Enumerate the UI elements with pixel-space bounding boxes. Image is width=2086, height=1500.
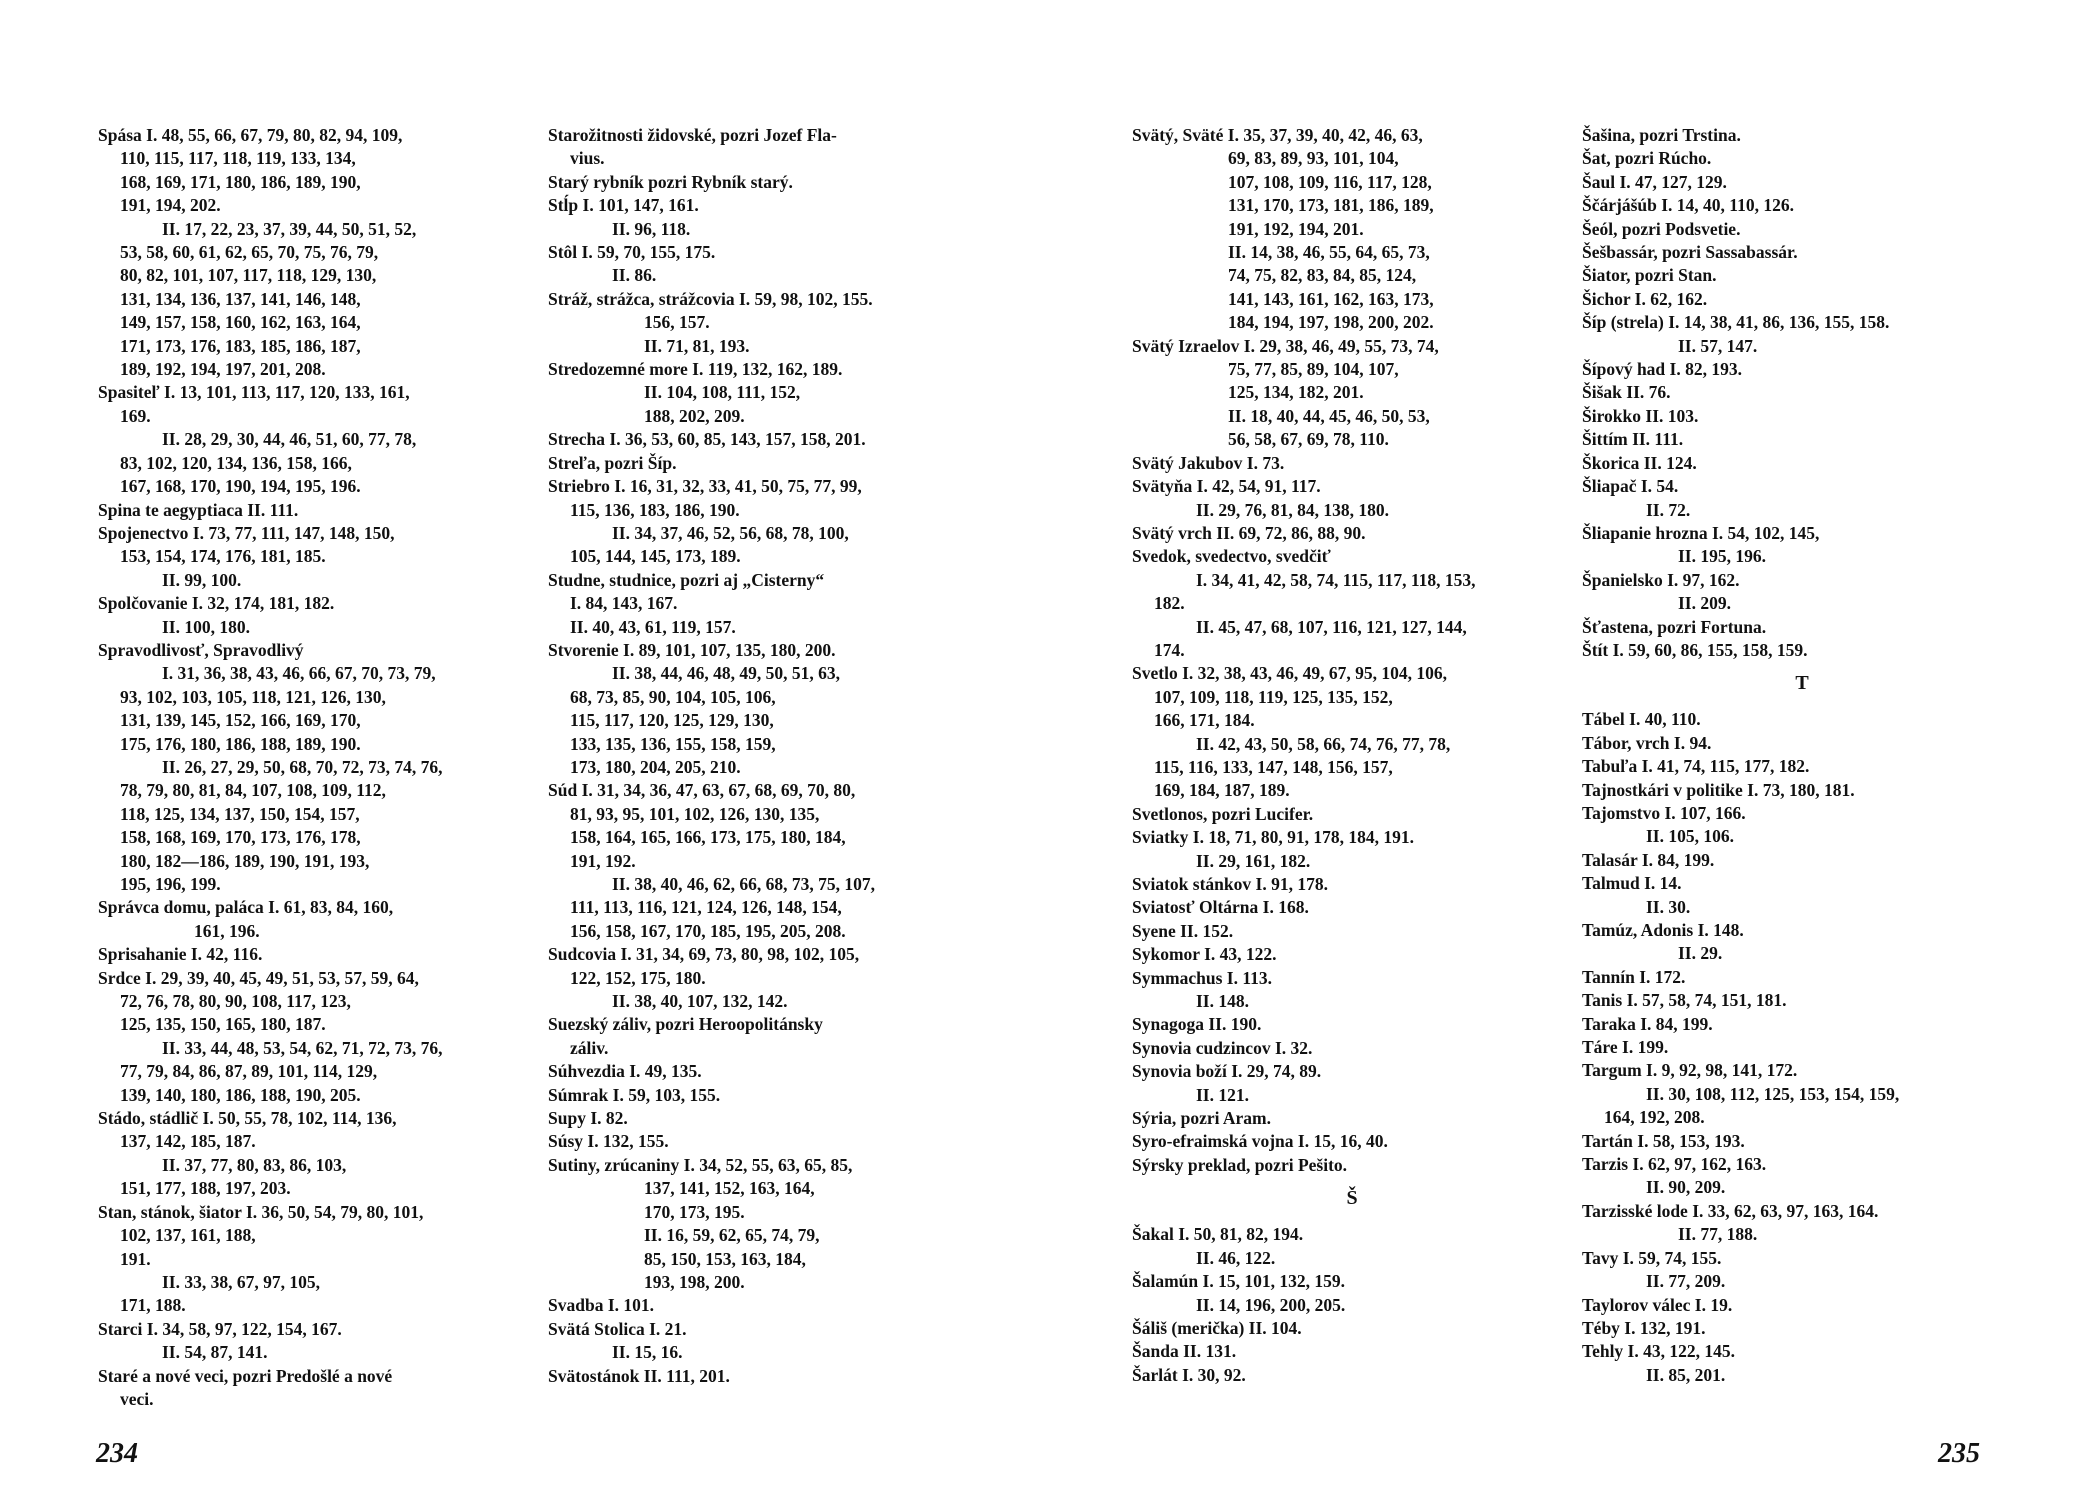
index-entry-line: Tábel I. 40, 110. (1582, 709, 1701, 730)
index-entry-line: 53, 58, 60, 61, 62, 65, 70, 75, 76, 79, (120, 242, 379, 263)
index-entry-line: Sviatky I. 18, 71, 80, 91, 178, 184, 191. (1132, 827, 1414, 848)
index-entry-line: II. 33, 38, 67, 97, 105, (162, 1271, 320, 1292)
index-entry-line: Spolčovanie I. 32, 174, 181, 182. (98, 593, 335, 614)
index-entry-line: II. 77, 209. (1646, 1271, 1726, 1292)
index-entry-line: Šichor I. 62, 162. (1582, 288, 1708, 309)
index-entry-line: II. 54, 87, 141. (162, 1342, 268, 1363)
index-entry-line: Španielsko I. 97, 162. (1582, 569, 1740, 590)
index-entry-line: Targum I. 9, 92, 98, 141, 172. (1582, 1060, 1798, 1081)
index-entry-line: Šiator, pozri Stan. (1582, 265, 1717, 286)
index-entry-line: 171, 188. (120, 1295, 186, 1316)
index-entry-line: 115, 136, 183, 186, 190. (570, 499, 740, 520)
index-entry-line: I. 31, 36, 38, 43, 46, 66, 67, 70, 73, 79, (162, 663, 436, 684)
index-entry-line: 137, 141, 152, 163, 164, (644, 1178, 815, 1199)
index-entry-line: Šáliš (merička) II. 104. (1132, 1317, 1302, 1338)
index-entry-line: 141, 143, 161, 162, 163, 173, (1228, 288, 1434, 309)
index-entry-line: Svedok, svedectvo, svedčiť (1132, 546, 1331, 567)
index-entry-line: Synovia boží I. 29, 74, 89. (1132, 1061, 1322, 1082)
index-entry-line: II. 72. (1646, 499, 1691, 520)
index-entry-line: Šašina, pozri Trstina. (1582, 125, 1741, 145)
index-entry-line: Starý rybník pozri Rybník starý. (548, 171, 793, 192)
index-entry-line: 175, 176, 180, 186, 188, 189, 190. (120, 733, 361, 754)
index-entry-line: II. 37, 77, 80, 83, 86, 103, (162, 1154, 347, 1175)
index-entry-line: Tábor, vrch I. 94. (1582, 732, 1712, 753)
index-entry-line: Sviatok stánkov I. 91, 178. (1132, 874, 1328, 894)
index-entry-line: II. 104, 108, 111, 152, (644, 382, 801, 403)
index-entry-line: 107, 108, 109, 116, 117, 128, (1228, 171, 1432, 192)
index-entry-line: Sprisahanie I. 42, 116. (98, 944, 263, 965)
index-entry-line: 184, 194, 197, 198, 200, 202. (1228, 312, 1434, 333)
index-entry-line: 139, 140, 180, 186, 188, 190, 205. (120, 1084, 361, 1105)
index-entry-line: Stĺp I. 101, 147, 161. (548, 195, 699, 216)
index-entry-line: Studne, studnice, pozri aj „Cisterny“ (548, 569, 825, 590)
index-entry-line: Stredozemné more I. 119, 132, 162, 189. (548, 359, 843, 380)
index-entry-line: 118, 125, 134, 137, 150, 154, 157, (120, 803, 360, 824)
index-entry-line: 156, 158, 167, 170, 185, 195, 205, 208. (570, 920, 846, 941)
index-entry-line: 122, 152, 175, 180. (570, 967, 706, 988)
index-entry-line: 173, 180, 204, 205, 210. (570, 756, 741, 777)
index-entry-line: 193, 198, 200. (644, 1271, 745, 1292)
index-column-4 (1582, 124, 2022, 1387)
index-entry-line: 171, 173, 176, 183, 185, 186, 187, (120, 335, 361, 356)
index-entry-line: Správca domu, paláca I. 61, 83, 84, 160, (98, 897, 394, 918)
index-entry-line: 125, 135, 150, 165, 180, 187. (120, 1014, 326, 1035)
index-entry-line: II. 96, 118. (612, 218, 691, 239)
index-entry-line: II. 209. (1678, 593, 1731, 614)
index-entry-line: 153, 154, 174, 176, 181, 185. (120, 546, 326, 567)
index-entry-line: II. 195, 196. (1678, 546, 1766, 567)
index-column-3 (1132, 124, 1572, 1387)
index-entry-line: Tajnostkári v politike I. 73, 180, 181. (1582, 779, 1855, 800)
index-entry-line: Sykomor I. 43, 122. (1132, 944, 1277, 965)
index-entry-line: Tajomstvo I. 107, 166. (1582, 802, 1746, 823)
index-entry-line: Synovia cudzincov I. 32. (1132, 1037, 1313, 1058)
index-entry-line: 131, 139, 145, 152, 166, 169, 170, (120, 710, 361, 731)
index-entry-line: II. 17, 22, 23, 37, 39, 44, 50, 51, 52, (162, 218, 417, 239)
index-entry-line: Stráž, strážca, strážcovia I. 59, 98, 102, 155. (548, 288, 873, 309)
index-entry-line: I. 34, 41, 42, 58, 74, 115, 117, 118, 153, (1196, 569, 1476, 590)
index-entry-line: II. 46, 122. (1196, 1247, 1276, 1268)
index-entry-line: Taraka I. 84, 199. (1582, 1013, 1713, 1034)
index-entry-line: 169, 184, 187, 189. (1154, 780, 1290, 801)
index-entry-line: 180, 182—186, 189, 190, 191, 193, (120, 850, 370, 871)
index-entry-line: 191, 192. (570, 850, 636, 871)
index-entry-line: 68, 73, 85, 90, 104, 105, 106, (570, 686, 776, 707)
index-entry-line: Šliapač I. 54. (1582, 476, 1679, 497)
index-entry-line: Svätý Izraelov I. 29, 38, 46, 49, 55, 73, 74, (1132, 335, 1439, 356)
index-entry-line: 189, 192, 194, 197, 201, 208. (120, 359, 326, 380)
index-entry-line: Streľa, pozri Šíp. (548, 452, 677, 473)
index-entry-line: Tarzisské lode I. 33, 62, 63, 97, 163, 164. (1582, 1200, 1879, 1221)
index-entry-line: 191. (120, 1248, 151, 1269)
index-entry-line: Šanda II. 131. (1132, 1341, 1237, 1362)
index-entry-line: I. 84, 143, 167. (570, 593, 678, 614)
index-entry-line: Spina te aegyptiaca II. 111. (98, 499, 299, 520)
index-entry-line: 137, 142, 185, 187. (120, 1131, 256, 1152)
index-entry-line: II. 77, 188. (1678, 1224, 1758, 1245)
index-entry-line: 75, 77, 85, 89, 104, 107, (1228, 359, 1399, 380)
index-entry-line: Šittím II. 111. (1582, 429, 1684, 450)
index-entry-line: II. 28, 29, 30, 44, 46, 51, 60, 77, 78, (162, 429, 417, 450)
index-entry-line: Symmachus I. 113. (1132, 967, 1273, 988)
index-entry-line: Sviatosť Oltárna I. 168. (1132, 897, 1309, 918)
index-entry-line: Tamúz, Adonis I. 148. (1582, 920, 1744, 940)
index-entry-line: Sýrsky preklad, pozri Pešito. (1132, 1154, 1348, 1175)
index-entry-line: 169. (120, 405, 151, 426)
index-entry-line: 110, 115, 117, 118, 119, 133, 134, (120, 148, 356, 169)
index-entry-line: 131, 170, 173, 181, 186, 189, (1228, 195, 1434, 216)
index-entry-line: vius. (570, 148, 605, 169)
index-entry-line: Spása I. 48, 55, 66, 67, 79, 80, 82, 94, 109, (98, 125, 403, 145)
index-entry-line: Šťastena, pozri Fortuna. (1582, 616, 1767, 637)
index-entry-line: Svätá Stolica I. 21. (548, 1318, 687, 1339)
index-entry-line: II. 14, 38, 46, 55, 64, 65, 73, (1228, 242, 1430, 263)
index-entry-line: 78, 79, 80, 81, 84, 107, 108, 109, 112, (120, 780, 386, 801)
index-entry-line: Srdce I. 29, 39, 40, 45, 49, 51, 53, 57, 59, 64, (98, 967, 419, 988)
index-entry-line: 77, 79, 84, 86, 87, 89, 101, 114, 129, (120, 1061, 378, 1082)
index-entry-line: Šípový had I. 82, 193. (1582, 359, 1742, 380)
index-entry-line: 133, 135, 136, 155, 158, 159, (570, 733, 776, 754)
index-entry-line: Svätyňa I. 42, 54, 91, 117. (1132, 476, 1321, 497)
index-entry-line: 161, 196. (194, 920, 260, 941)
index-entry-line: Sýria, pozri Aram. (1132, 1108, 1272, 1129)
index-entry-line: Sudcovia I. 31, 34, 69, 73, 80, 98, 102, 105, (548, 944, 860, 965)
index-entry-line: II. 45, 47, 68, 107, 116, 121, 127, 144, (1196, 616, 1467, 637)
index-entry-line: 174. (1154, 639, 1185, 660)
index-entry-line: II. 34, 37, 46, 52, 56, 68, 78, 100, (612, 522, 849, 543)
index-entry-line: Šliapanie hrozna I. 54, 102, 145, (1582, 522, 1820, 543)
index-entry-line: Syro-efraimská vojna I. 15, 16, 40. (1132, 1131, 1388, 1152)
index-entry-line: II. 30, 108, 112, 125, 153, 154, 159, (1646, 1083, 1900, 1104)
index-entry-line: II. 18, 40, 44, 45, 46, 50, 53, (1228, 405, 1430, 426)
index-entry-line: Suezský záliv, pozri Heroopolitánsky (548, 1014, 823, 1035)
index-entry-line: Šišak II. 76. (1582, 382, 1671, 403)
index-entry-line: Štít I. 59, 60, 86, 155, 158, 159. (1582, 639, 1808, 660)
index-entry-line: Svätý vrch II. 69, 72, 86, 88, 90. (1132, 522, 1366, 543)
index-entry-line: 158, 164, 165, 166, 173, 175, 180, 184, (570, 827, 846, 848)
index-entry-line: 191, 194, 202. (120, 195, 221, 216)
index-entry-line: Stôl I. 59, 70, 155, 175. (548, 242, 716, 263)
index-entry-line: II. 15, 16. (612, 1342, 683, 1363)
index-column-1 (98, 124, 538, 1411)
index-entry-line: II. 105, 106. (1646, 826, 1734, 847)
index-entry-line: II. 30. (1646, 896, 1691, 917)
index-entry-line: II. 33, 44, 48, 53, 54, 62, 71, 72, 73, 76, (162, 1037, 443, 1058)
index-entry-line: II. 100, 180. (162, 616, 250, 637)
index-entry-line: Šíp (strela) I. 14, 38, 41, 86, 136, 155, 158. (1582, 312, 1890, 333)
index-entry-line: Spravodlivosť, Spravodlivý (98, 639, 304, 660)
index-entry-line: II. 42, 43, 50, 58, 66, 74, 76, 77, 78, (1196, 733, 1451, 754)
index-entry-line: II. 38, 40, 107, 132, 142. (612, 991, 788, 1012)
index-entry-line: 151, 177, 188, 197, 203. (120, 1178, 291, 1199)
index-entry-line: záliv. (570, 1037, 609, 1058)
index-entry-line: 107, 109, 118, 119, 125, 135, 152, (1154, 686, 1393, 707)
index-entry-line: 158, 168, 169, 170, 173, 176, 178, (120, 827, 361, 848)
index-entry-line: II. 40, 43, 61, 119, 157. (570, 616, 736, 637)
index-entry-line: Šalamún I. 15, 101, 132, 159. (1132, 1271, 1345, 1292)
index-entry-line: 115, 117, 120, 125, 129, 130, (570, 710, 774, 731)
index-entry-line: 72, 76, 78, 80, 90, 108, 117, 123, (120, 991, 351, 1012)
index-entry-line: 81, 93, 95, 101, 102, 126, 130, 135, (570, 803, 820, 824)
index-entry-line: Svätý Jakubov I. 73. (1132, 452, 1285, 473)
index-entry-line: II. 148. (1196, 991, 1249, 1012)
index-entry-line: Tartán I. 58, 153, 193. (1582, 1130, 1745, 1151)
index-entry-line: Staré a nové veci, pozri Predošlé a nové (98, 1365, 393, 1386)
index-entry-line: Súmrak I. 59, 103, 155. (548, 1084, 721, 1105)
section-letter: T (1795, 672, 1809, 695)
index-entry-line: Šakal I. 50, 81, 82, 194. (1132, 1224, 1304, 1245)
index-entry-line: Svetlo I. 32, 38, 43, 46, 49, 67, 95, 104, 106, (1132, 663, 1447, 684)
index-entry-line: Tavy I. 59, 74, 155. (1582, 1247, 1722, 1268)
index-entry-line: 164, 192, 208. (1604, 1107, 1705, 1128)
index-entry-line: veci. (120, 1388, 154, 1409)
index-entry-line: Svadba I. 101. (548, 1295, 655, 1316)
index-entry-line: 115, 116, 133, 147, 148, 156, 157, (1154, 756, 1393, 777)
index-entry-line: 195, 196, 199. (120, 874, 221, 894)
index-entry-line: 74, 75, 82, 83, 84, 85, 124, (1228, 265, 1417, 286)
index-entry-line: Táre I. 199. (1582, 1037, 1669, 1058)
index-entry-line: II. 29. (1678, 943, 1723, 964)
index-entry-line: II. 29, 76, 81, 84, 138, 180. (1196, 499, 1389, 520)
index-entry-line: 56, 58, 67, 69, 78, 110. (1228, 429, 1389, 450)
index-entry-line: Škorica II. 124. (1582, 452, 1697, 473)
index-entry-line: II. 99, 100. (162, 569, 242, 590)
index-entry-line: II. 38, 44, 46, 48, 49, 50, 51, 63, (612, 663, 840, 684)
index-entry-line: 167, 168, 170, 190, 194, 195, 196. (120, 476, 361, 497)
index-entry-line: Synagoga II. 190. (1132, 1014, 1262, 1035)
page-number-right: 235 (1938, 1438, 1980, 1469)
index-entry-line: 166, 171, 184. (1154, 710, 1255, 731)
index-entry-line: 156, 157. (644, 312, 710, 333)
index-entry-line: II. 38, 40, 46, 62, 66, 68, 73, 75, 107, (612, 874, 875, 894)
index-entry-line: Talasár I. 84, 199. (1582, 849, 1715, 870)
index-entry-line: II. 90, 209. (1646, 1177, 1726, 1198)
index-entry-line: Tannín I. 172. (1582, 966, 1686, 987)
index-entry-line: Súhvezdia I. 49, 135. (548, 1061, 702, 1082)
index-entry-line: 80, 82, 101, 107, 117, 118, 129, 130, (120, 265, 377, 286)
index-entry-line: Šat, pozri Rúcho. (1582, 148, 1712, 169)
index-entry-line: II. 86. (612, 265, 657, 286)
index-entry-line: Širokko II. 103. (1582, 405, 1699, 426)
index-entry-line: Šeól, pozri Podsvetie. (1582, 218, 1741, 239)
index-entry-line: II. 85, 201. (1646, 1364, 1726, 1385)
index-entry-line: Spojenectvo I. 73, 77, 111, 147, 148, 150, (98, 522, 395, 543)
index-entry-line: II. 121. (1196, 1084, 1249, 1105)
index-entry-line: Supy I. 82. (548, 1108, 628, 1129)
index-entry-line: Sutiny, zrúcaniny I. 34, 52, 55, 63, 65, 85, (548, 1154, 853, 1175)
index-entry-line: 182. (1154, 593, 1185, 614)
index-entry-line: Starci I. 34, 58, 97, 122, 154, 167. (98, 1318, 342, 1339)
index-entry-line: Stan, stánok, šiator I. 36, 50, 54, 79, 80, 101, (98, 1201, 424, 1222)
index-entry-line: Svetlonos, pozri Lucifer. (1132, 803, 1314, 824)
index-entry-line: Tanis I. 57, 58, 74, 151, 181. (1582, 990, 1787, 1011)
index-entry-line: 191, 192, 194, 201. (1228, 218, 1364, 239)
index-entry-line: Spasiteľ I. 13, 101, 113, 117, 120, 133, 161, (98, 382, 410, 403)
index-entry-line: 105, 144, 145, 173, 189. (570, 546, 741, 567)
index-entry-line: Šarlát I. 30, 92. (1132, 1364, 1246, 1385)
index-entry-line: 69, 83, 89, 93, 101, 104, (1228, 148, 1399, 169)
index-entry-line: Stvorenie I. 89, 101, 107, 135, 180, 200. (548, 639, 836, 660)
index-entry-line: Stádo, stádlič I. 50, 55, 78, 102, 114, 136, (98, 1108, 397, 1129)
index-entry-line: 131, 134, 136, 137, 141, 146, 148, (120, 288, 361, 309)
index-entry-line: Striebro I. 16, 31, 32, 33, 41, 50, 75, 77, 99, (548, 476, 862, 497)
index-entry-line: II. 57, 147. (1678, 335, 1758, 356)
index-entry-line: Syene II. 152. (1132, 920, 1234, 941)
index-entry-line: Tarzis I. 62, 97, 162, 163. (1582, 1154, 1767, 1175)
index-entry-line: Téby I. 132, 191. (1582, 1317, 1706, 1338)
index-entry-line: Šaul I. 47, 127, 129. (1582, 171, 1727, 192)
index-entry-line: Strecha I. 36, 53, 60, 85, 143, 157, 158, 201. (548, 429, 866, 450)
index-entry-line: Šešbassár, pozri Sassabassár. (1582, 242, 1798, 263)
index-entry-line: II. 26, 27, 29, 50, 68, 70, 72, 73, 74, 76, (162, 756, 443, 777)
index-entry-line: 125, 134, 182, 201. (1228, 382, 1364, 403)
index-entry-line: Súsy I. 132, 155. (548, 1131, 669, 1152)
index-entry-line: 85, 150, 153, 163, 184, (644, 1248, 806, 1269)
index-entry-line: Starožitnosti židovské, pozri Jozef Fla- (548, 125, 837, 145)
index-entry-line: Talmud I. 14. (1582, 873, 1682, 894)
index-entry-line: Ščárjášúb I. 14, 40, 110, 126. (1582, 195, 1794, 216)
index-entry-line: Tehly I. 43, 122, 145. (1582, 1341, 1735, 1362)
index-entry-line: 149, 157, 158, 160, 162, 163, 164, (120, 312, 361, 333)
index-column-2 (548, 124, 988, 1388)
index-entry-line: II. 14, 196, 200, 205. (1196, 1294, 1346, 1315)
index-entry-line: 93, 102, 103, 105, 118, 121, 126, 130, (120, 686, 386, 707)
index-entry-line: II. 29, 161, 182. (1196, 850, 1311, 871)
index-entry-line: Svätostánok II. 111, 201. (548, 1365, 730, 1386)
index-entry-line: 83, 102, 120, 134, 136, 158, 166, (120, 452, 352, 473)
index-entry-line: 111, 113, 116, 121, 124, 126, 148, 154, (570, 897, 842, 918)
page-number-left: 234 (96, 1438, 138, 1469)
index-entry-line: Taylorov válec I. 19. (1582, 1294, 1733, 1315)
index-entry-line: 188, 202, 209. (644, 405, 745, 426)
index-entry-line: 170, 173, 195. (644, 1201, 745, 1222)
index-entry-line: Svätý, Sväté I. 35, 37, 39, 40, 42, 46, 63, (1132, 125, 1423, 145)
index-entry-line: II. 71, 81, 193. (644, 335, 750, 356)
section-letter: Š (1346, 1187, 1358, 1210)
index-entry-line: Tabuľa I. 41, 74, 115, 177, 182. (1582, 756, 1810, 777)
index-entry-line: Súd I. 31, 34, 36, 47, 63, 67, 68, 69, 70, 80, (548, 780, 856, 801)
index-entry-line: 102, 137, 161, 188, (120, 1225, 256, 1246)
index-entry-line: II. 16, 59, 62, 65, 74, 79, (644, 1225, 820, 1246)
index-entry-line: 168, 169, 171, 180, 186, 189, 190, (120, 171, 361, 192)
